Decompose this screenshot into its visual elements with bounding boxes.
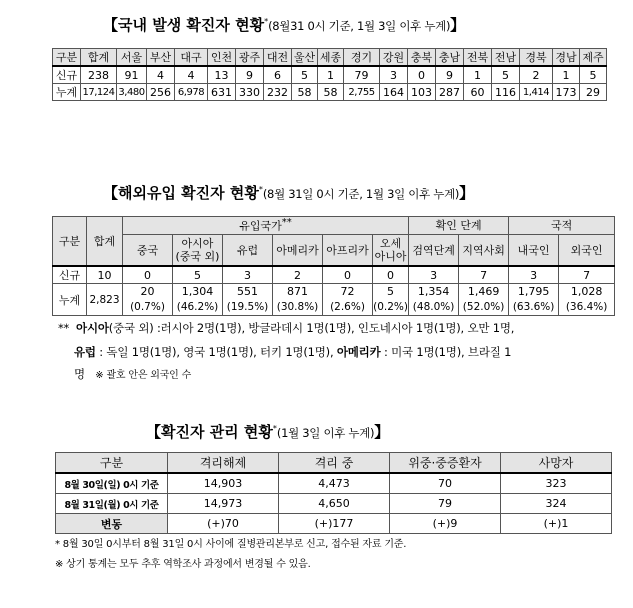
table-cell: 신규 xyxy=(53,266,87,284)
table-cell: 5 xyxy=(292,66,318,84)
table-cell: 103 xyxy=(408,84,436,101)
domestic-header-cell: 대구 xyxy=(175,49,208,67)
table-cell: 256 xyxy=(147,84,175,101)
table-cell: 5 xyxy=(580,66,607,84)
domestic-header-cell: 합계 xyxy=(81,49,117,67)
overseas-row-new xyxy=(53,266,615,284)
table-cell: 3 xyxy=(509,266,559,284)
table-cell: (2.6%) xyxy=(323,300,373,316)
domestic-header-cell: 인천 xyxy=(208,49,236,67)
table-cell: 신규 xyxy=(53,66,81,84)
management-header-cell: 사망자 xyxy=(501,453,612,474)
table-cell: 91 xyxy=(117,66,147,84)
table-cell: 3 xyxy=(380,66,408,84)
domestic-header-cell: 부산 xyxy=(147,49,175,67)
management-row-change xyxy=(56,514,612,534)
table-cell: 7 xyxy=(459,266,509,284)
management-subtitle: (1월 3일 이후 누계) xyxy=(276,426,375,440)
footnote-2: ※ 상기 통계는 모두 추후 역학조사 과정에서 변경될 수 있음. xyxy=(55,559,311,570)
table-cell: 1 xyxy=(318,66,344,84)
note-marker: ** xyxy=(58,321,70,335)
table-cell: 4 xyxy=(147,66,175,84)
domestic-header-cell: 경북 xyxy=(520,49,553,67)
management-header-row xyxy=(56,453,612,474)
domestic-header-cell: 서울 xyxy=(117,49,147,67)
overseas-sub-header: 아시아 (중국 외) xyxy=(173,234,223,266)
note-text-america: : 미국 1명(1명), 브라질 1 xyxy=(383,345,512,359)
domestic-title-marker: * xyxy=(264,17,269,26)
table-cell: (0.7%) xyxy=(123,300,173,316)
domestic-header-cell: 전북 xyxy=(464,49,492,67)
domestic-title-close: 】 xyxy=(450,16,466,34)
domestic-row-cumulative xyxy=(53,84,607,101)
table-cell: 1,414 xyxy=(520,84,553,101)
table-cell: 14,973 xyxy=(168,494,279,514)
note-label-asia: 아시아 xyxy=(76,321,109,335)
overseas-group-inflow-label: 유입국가 xyxy=(239,219,282,233)
overseas-sub-header: 중국 xyxy=(123,234,173,266)
table-cell: (+)1 xyxy=(501,514,612,534)
table-cell: 8월 31일(월) 0시 기준 xyxy=(56,494,168,514)
table-cell: 70 xyxy=(390,473,501,494)
overseas-sub-header: 아메리카 xyxy=(273,234,323,266)
table-cell: 1,304 xyxy=(173,284,223,300)
overseas-title xyxy=(103,182,474,203)
table-cell: 164 xyxy=(380,84,408,101)
table-cell: 173 xyxy=(553,84,580,101)
overseas-sub-header: 내국인 xyxy=(509,234,559,266)
management-title-marker: * xyxy=(272,424,277,433)
table-cell: (36.4%) xyxy=(559,300,615,316)
overseas-note-line3 xyxy=(74,366,191,382)
domestic-header-cell: 충남 xyxy=(436,49,464,67)
table-cell: 변동 xyxy=(56,514,168,534)
table-cell: 58 xyxy=(292,84,318,101)
note-text-asia: (중국 외) :러시아 2명(1명), 방글라데시 1명(1명), 인도네시아 1명(1명), 오만 1명, xyxy=(108,321,515,335)
table-cell: 4 xyxy=(175,66,208,84)
table-cell: 324 xyxy=(501,494,612,514)
table-cell: (63.6%) xyxy=(509,300,559,316)
table-cell: 2,823 xyxy=(87,284,123,316)
table-cell: (+)70 xyxy=(168,514,279,534)
table-cell: 116 xyxy=(492,84,520,101)
table-cell: 6,978 xyxy=(175,84,208,101)
table-cell: 8월 30일(일) 0시 기준 xyxy=(56,473,168,494)
table-cell: 17,124 xyxy=(81,84,117,101)
table-cell: 0 xyxy=(123,266,173,284)
management-header-cell: 위중·중증환자 xyxy=(390,453,501,474)
table-cell: 4,650 xyxy=(279,494,390,514)
overseas-sub-header: 오세 아니아 xyxy=(373,234,409,266)
table-cell: 58 xyxy=(318,84,344,101)
table-cell: 13 xyxy=(208,66,236,84)
table-cell: 9 xyxy=(436,66,464,84)
overseas-header-gubun: 구분 xyxy=(53,217,87,267)
domestic-title xyxy=(103,14,465,35)
table-cell: 3 xyxy=(409,266,459,284)
table-cell: 1 xyxy=(553,66,580,84)
domestic-title-text: 【국내 발생 확진자 현황 xyxy=(103,16,265,34)
note-label-america: 아메리카 xyxy=(336,345,381,359)
table-cell: 10 xyxy=(87,266,123,284)
table-cell: 323 xyxy=(501,473,612,494)
table-cell: 1,469 xyxy=(459,284,509,300)
note-foreigner: ※ 괄호 안은 외국인 수 xyxy=(95,370,192,381)
table-cell: 7 xyxy=(559,266,615,284)
table-cell: 5 xyxy=(173,266,223,284)
domestic-subtitle: (8월31 0시 기준, 1월 3일 이후 누계) xyxy=(268,19,451,33)
overseas-header-total: 합계 xyxy=(87,217,123,267)
domestic-header-cell: 강원 xyxy=(380,49,408,67)
overseas-sub-header: 외국인 xyxy=(559,234,615,266)
table-cell: (48.0%) xyxy=(409,300,459,316)
table-cell: 0 xyxy=(408,66,436,84)
domestic-row-new xyxy=(53,66,607,84)
overseas-title-text: 【해외유입 확진자 현황 xyxy=(103,184,259,202)
table-cell: 1,354 xyxy=(409,284,459,300)
table-cell: (+)177 xyxy=(279,514,390,534)
table-cell: 2,755 xyxy=(344,84,380,101)
management-header-cell: 격리 중 xyxy=(279,453,390,474)
table-cell: (52.0%) xyxy=(459,300,509,316)
table-cell: 60 xyxy=(464,84,492,101)
domestic-header-cell: 전남 xyxy=(492,49,520,67)
domestic-table xyxy=(52,48,607,101)
table-cell: 5 xyxy=(492,66,520,84)
domestic-header-cell: 울산 xyxy=(292,49,318,67)
table-cell: (30.8%) xyxy=(273,300,323,316)
management-row xyxy=(56,494,612,514)
footnote-1: * 8월 30일 0시부터 8월 31일 0시 사이에 질병관리본부로 신고, 접수된 자료 기준. xyxy=(55,539,407,550)
table-cell: 2 xyxy=(273,266,323,284)
management-title xyxy=(146,421,389,442)
table-cell: 631 xyxy=(208,84,236,101)
overseas-group-confirm: 확인 단계 xyxy=(409,217,509,235)
table-cell: 3,480 xyxy=(117,84,147,101)
overseas-sub-header: 아프리카 xyxy=(323,234,373,266)
management-header-cell: 구분 xyxy=(56,453,168,474)
table-cell: 29 xyxy=(580,84,607,101)
table-cell: 누계 xyxy=(53,284,87,316)
management-table xyxy=(55,452,612,534)
overseas-title-marker: * xyxy=(258,185,263,194)
note-text-cont: 명 xyxy=(74,367,85,381)
table-cell: 3 xyxy=(223,266,273,284)
table-cell: 287 xyxy=(436,84,464,101)
management-title-text: 【확진자 관리 현황 xyxy=(146,423,273,441)
table-cell: (46.2%) xyxy=(173,300,223,316)
table-cell: 1,028 xyxy=(559,284,615,300)
domestic-header-cell: 충북 xyxy=(408,49,436,67)
management-title-close: 】 xyxy=(374,423,390,441)
table-cell: 4,473 xyxy=(279,473,390,494)
overseas-row-percent xyxy=(53,300,615,316)
overseas-note-line1 xyxy=(58,320,514,336)
overseas-sub-header: 유럽 xyxy=(223,234,273,266)
domestic-header-cell: 구분 xyxy=(53,49,81,67)
overseas-table xyxy=(52,216,615,316)
table-cell: (0.2%) xyxy=(373,300,409,316)
table-cell: (+)9 xyxy=(390,514,501,534)
table-cell: 238 xyxy=(81,66,117,84)
domestic-header-cell: 대전 xyxy=(264,49,292,67)
table-cell: 9 xyxy=(236,66,264,84)
table-cell: 72 xyxy=(323,284,373,300)
domestic-header-cell: 광주 xyxy=(236,49,264,67)
table-cell: 1,795 xyxy=(509,284,559,300)
table-cell: 1 xyxy=(464,66,492,84)
overseas-sub-header: 지역사회 xyxy=(459,234,509,266)
table-cell: 551 xyxy=(223,284,273,300)
note-label-europe: 유럽 xyxy=(74,345,96,359)
table-cell: 2 xyxy=(520,66,553,84)
table-cell: 232 xyxy=(264,84,292,101)
table-cell: 0 xyxy=(373,266,409,284)
table-cell: 79 xyxy=(390,494,501,514)
overseas-group-inflow xyxy=(123,217,409,235)
domestic-header-cell: 세종 xyxy=(318,49,344,67)
table-cell: 누계 xyxy=(53,84,81,101)
domestic-header-cell: 제주 xyxy=(580,49,607,67)
domestic-header-row xyxy=(53,49,607,67)
overseas-subtitle: (8월 31일 0시 기준, 1월 3일 이후 누계) xyxy=(262,187,460,201)
management-row xyxy=(56,473,612,494)
domestic-header-cell: 경남 xyxy=(553,49,580,67)
overseas-title-close: 】 xyxy=(459,184,475,202)
overseas-group-nation: 국적 xyxy=(509,217,615,235)
table-cell: 0 xyxy=(323,266,373,284)
table-cell: 5 xyxy=(373,284,409,300)
table-cell: 871 xyxy=(273,284,323,300)
table-cell: 79 xyxy=(344,66,380,84)
overseas-sub-header: 검역단계 xyxy=(409,234,459,266)
domestic-header-cell: 경기 xyxy=(344,49,380,67)
overseas-row-cumulative xyxy=(53,284,615,300)
note-text-europe: : 독일 1명(1명), 영국 1명(1명), 터키 1명(1명), xyxy=(99,345,337,359)
overseas-group-inflow-marker: ** xyxy=(281,217,292,228)
table-cell: (19.5%) xyxy=(223,300,273,316)
table-cell: 20 xyxy=(123,284,173,300)
management-header-cell: 격리해제 xyxy=(168,453,279,474)
table-cell: 14,903 xyxy=(168,473,279,494)
table-cell: 330 xyxy=(236,84,264,101)
overseas-note-line2 xyxy=(74,344,511,360)
table-cell: 6 xyxy=(264,66,292,84)
